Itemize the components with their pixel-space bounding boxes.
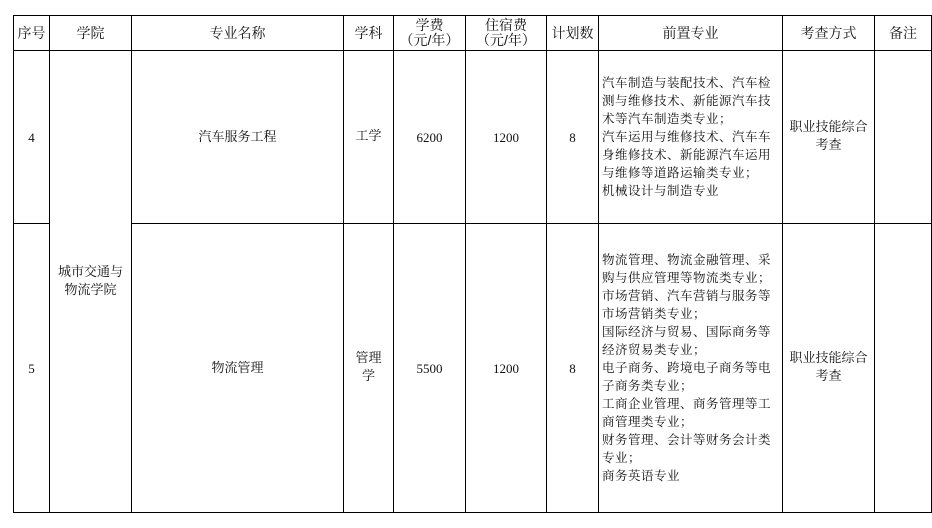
cell-tuition: 6200 <box>394 51 466 224</box>
header-prerequisite: 前置专业 <box>599 16 783 51</box>
cell-major: 物流管理 <box>132 224 344 513</box>
cell-dorm: 1200 <box>466 224 547 513</box>
header-remark: 备注 <box>875 16 932 51</box>
cell-discipline: 管理学 <box>344 224 394 513</box>
cell-plan: 8 <box>547 224 599 513</box>
cell-prerequisite: 物流管理、物流金融管理、采购与供应管理等物流类专业； 市场营销、汽车营销与服务等市场营销类专业； 国际经济与贸易、国际商务等经济贸易类专业； 电子商务、跨境电子商务等电子商务类专业； 工商企业管理、商务管理等工商管理类专业； 财务管理、会计等财务会计类专业； 商务英语专业 <box>599 224 783 513</box>
table-row <box>14 51 932 224</box>
header-tuition: 学费 （元/年） <box>394 16 466 51</box>
cell-method: 职业技能综合考查 <box>783 51 875 224</box>
header-major: 专业名称 <box>132 16 344 51</box>
header-row <box>14 16 932 51</box>
cell-plan: 8 <box>547 51 599 224</box>
enrollment-table <box>13 15 932 513</box>
cell-major: 汽车服务工程 <box>132 51 344 224</box>
header-seq: 序号 <box>14 16 50 51</box>
header-dorm: 住宿费 （元/年） <box>466 16 547 51</box>
cell-method: 职业技能综合考查 <box>783 224 875 513</box>
cell-dorm: 1200 <box>466 51 547 224</box>
cell-college: 城市交通与物流学院 <box>50 51 132 513</box>
header-college: 学院 <box>50 16 132 51</box>
table-row <box>14 224 932 513</box>
cell-prerequisite: 汽车制造与装配技术、汽车检测与维修技术、新能源汽车技术等汽车制造类专业； 汽车运用与维修技术、汽车车身维修技术、新能源汽车运用与维修等道路运输类专业； 机械设计与制造专业 <box>599 51 783 224</box>
cell-remark <box>875 224 932 513</box>
header-discipline: 学科 <box>344 16 394 51</box>
header-plan: 计划数 <box>547 16 599 51</box>
cell-seq: 4 <box>14 51 50 224</box>
cell-discipline: 工学 <box>344 51 394 224</box>
cell-remark <box>875 51 932 224</box>
cell-tuition: 5500 <box>394 224 466 513</box>
header-method: 考查方式 <box>783 16 875 51</box>
cell-seq: 5 <box>14 224 50 513</box>
